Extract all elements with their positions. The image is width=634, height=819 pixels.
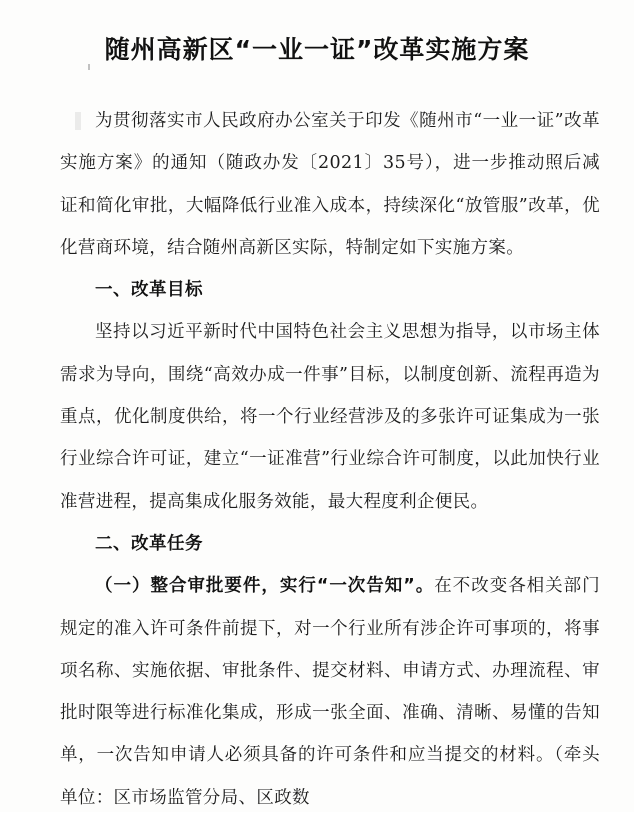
document-title: 随州高新区“一业一证”改革实施方案 [104,35,530,64]
document-body [60,100,600,819]
section-heading-goals: 一、改革目标 [95,280,203,301]
task-item-body: 在不改变各相关部门规定的准入许可条件前提下，对一个行业所有涉企许可事项的，将事项名称、实施依据、审批条件、提交材料、申请方式、办理流程、审批时限等进行标准化集成，形成一张全面、准确、清晰、易懂的告知单，一次告知申请人必须具备的许可条件和应当提交的材料。（牵头单位：区市场监管分局、区政数 [60,576,600,808]
intro-paragraph: 为贯彻落实市人民政府办公室关于印发《随州市“一业一证”改革实施方案》的通知（随政办发〔2021〕35号），进一步推动照后减证和简化审批，大幅降低行业准入成本，持续深化“放管服”改革，优化营商环境，结合随州高新区实际，特制定如下实施方案。 [60,111,600,258]
task-item-heading: （一）整合审批要件，实行“一次告知”。 [95,576,435,597]
section-heading-tasks: 二、改革任务 [95,533,203,554]
goals-paragraph: 坚持以习近平新时代中国特色社会主义思想为指导，以市场主体需求为导向，围绕“高效办成一件事”目标，以制度创新、流程再造为重点，优化制度供给，将一个行业经营涉及的多张许可证集成为一张行业综合许可证，建立“一证准营”行业综合许可制度，以此加快行业准营进程，提高集成化服务效能，最大程度利企便民。 [60,322,600,512]
task-item-paragraph [60,565,600,819]
